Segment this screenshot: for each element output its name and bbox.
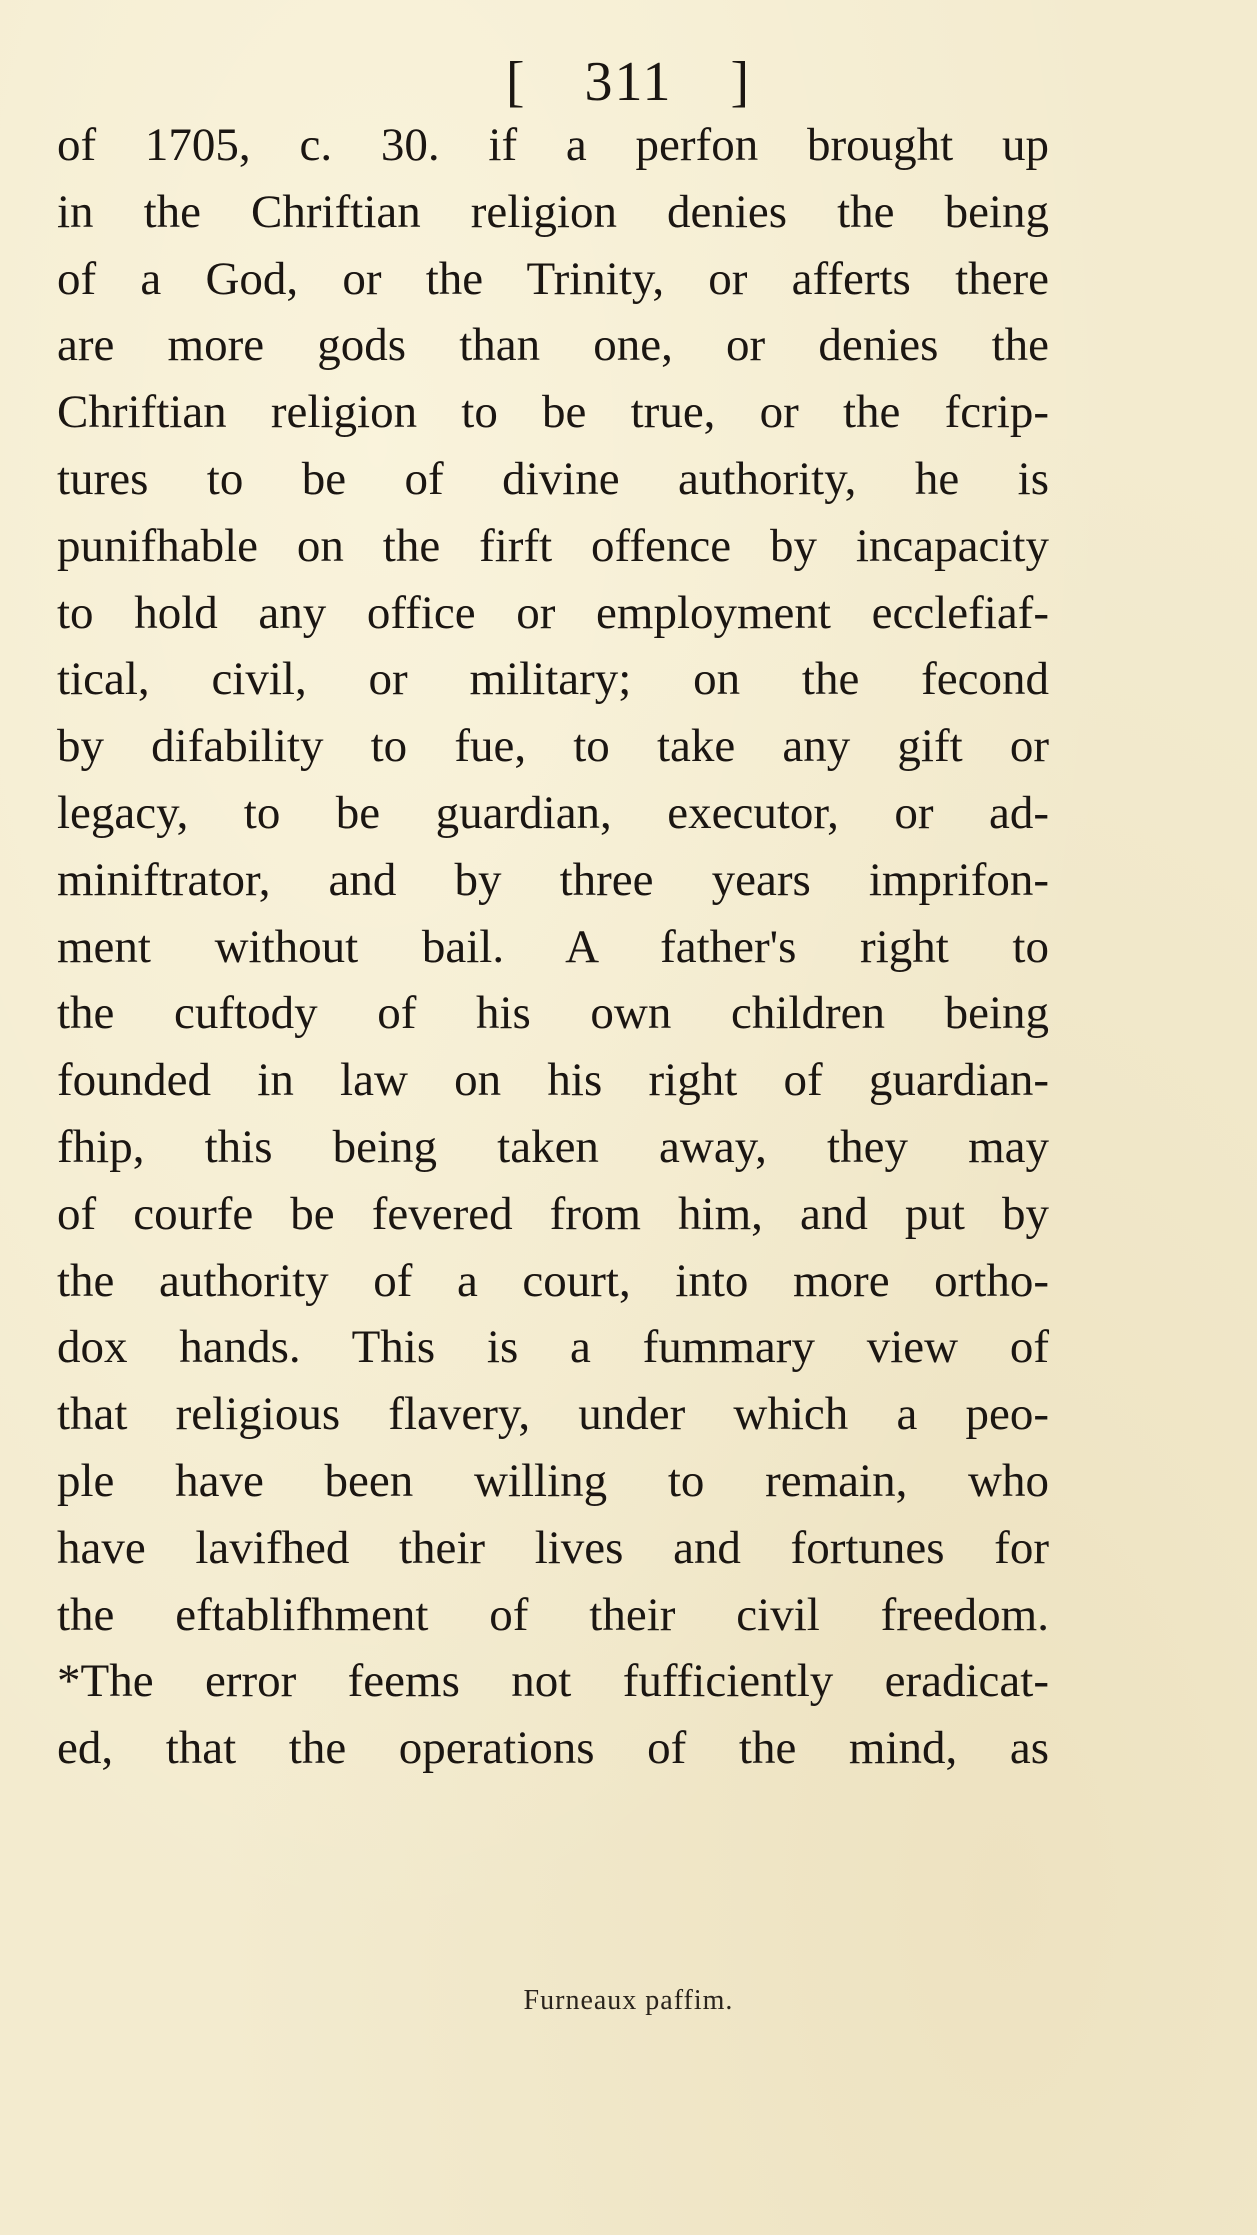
header-close-bracket: ] xyxy=(730,51,752,113)
page-number: 311 xyxy=(584,51,673,113)
text-line: miniftrator, and by three years imprifon- xyxy=(57,853,1049,906)
text-line: of a God, or the Trinity, or afferts there xyxy=(57,252,1049,305)
header-open-bracket: [ xyxy=(505,51,527,113)
body-text xyxy=(57,112,1049,1782)
text-line: the eftablifhment of their civil freedom. xyxy=(57,1588,1049,1641)
text-line: legacy, to be guardian, executor, or ad- xyxy=(57,786,1049,839)
text-line: that religious flavery, under which a peo- xyxy=(57,1388,1049,1441)
text-line: founded in law on his right of guardian- xyxy=(57,1054,1049,1107)
text-line: to hold any office or employment ecclefiaf- xyxy=(57,586,1049,639)
page-header xyxy=(0,50,1257,114)
text-line: dox hands. This is a fummary view of xyxy=(57,1321,1049,1374)
text-line: fhip, this being taken away, they may xyxy=(57,1120,1049,1173)
text-line: are more gods than one, or denies the xyxy=(57,319,1049,372)
text-line: of 1705, c. 30. if a perfon brought up xyxy=(57,119,1049,171)
footnote: Furneaux paffim. xyxy=(523,1985,734,2016)
text-line: *The error feems not fufficiently eradicat- xyxy=(57,1655,1049,1708)
text-line: tical, civil, or military; on the fecond xyxy=(57,653,1049,706)
text-line: the cuftody of his own children being xyxy=(57,987,1049,1040)
text-line: the authority of a court, into more ortho- xyxy=(57,1254,1049,1307)
text-line: Chriftian religion to be true, or the fcrip- xyxy=(57,386,1049,439)
text-line: ment without bail. A father's right to xyxy=(57,920,1049,973)
text-line: tures to be of divine authority, he is xyxy=(57,452,1049,505)
text-line: have lavifhed their lives and fortunes for xyxy=(57,1521,1049,1574)
text-line: of courfe be fevered from him, and put by xyxy=(57,1187,1049,1240)
text-line: in the Chriftian religion denies the being xyxy=(57,185,1049,238)
text-line: by difability to fue, to take any gift or xyxy=(57,720,1049,773)
text-line: ed, that the operations of the mind, as xyxy=(57,1722,1049,1775)
text-line: ple have been willing to remain, who xyxy=(57,1454,1049,1507)
text-line: punifhable on the firft offence by incapacity xyxy=(57,519,1049,572)
